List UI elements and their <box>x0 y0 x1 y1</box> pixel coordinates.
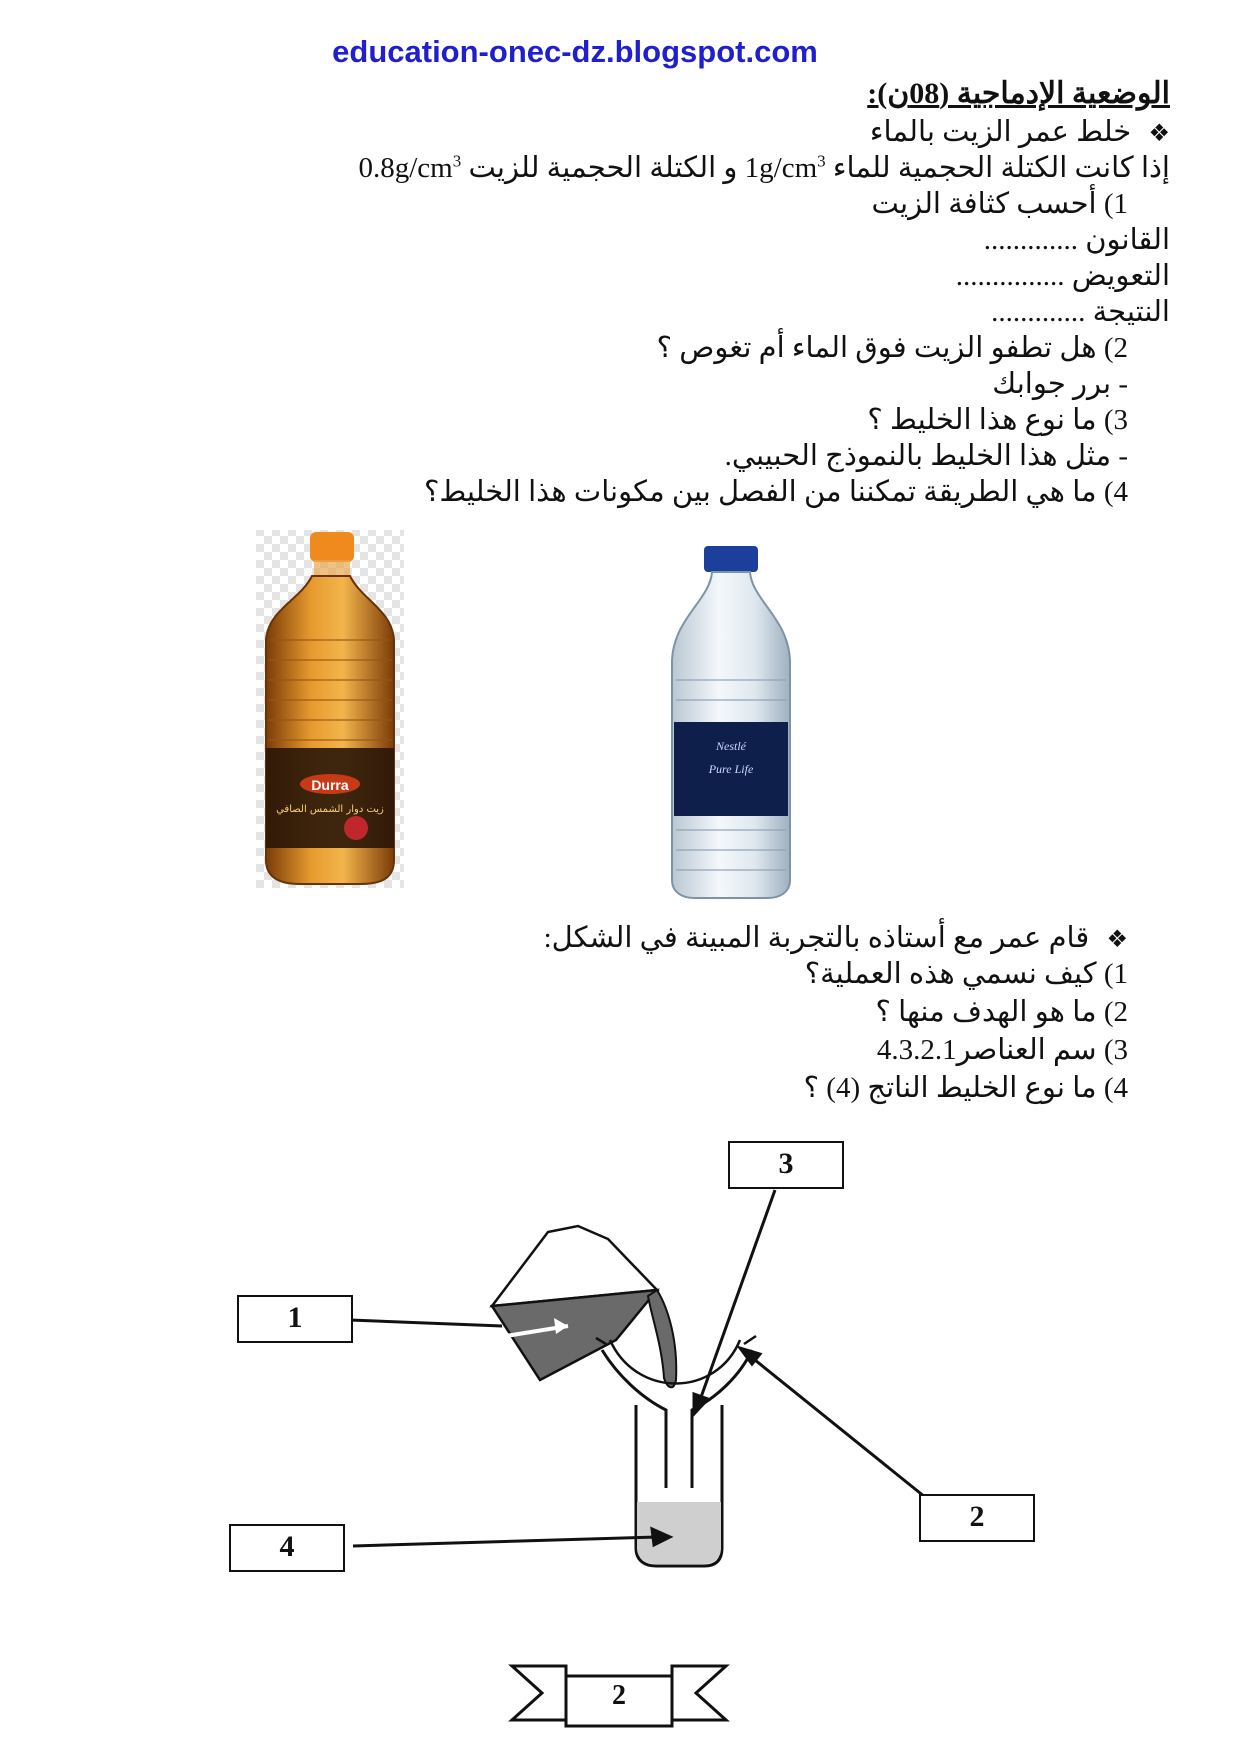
result-line: النتيجة ............. <box>991 296 1170 328</box>
label-box-4: 4 <box>229 1524 345 1572</box>
site-url[interactable]: education-onec-dz.blogspot.com <box>332 34 818 69</box>
bullet-mix-text: خلط عمر الزيت بالماء <box>869 116 1132 148</box>
question-4: 4) ما هي الطريقة تمكننا من الفصل بين مكونات هذا الخليط؟ <box>423 476 1128 508</box>
experiment-question-4: 4) ما نوع الخليط الناتج (4) ؟ <box>803 1072 1128 1104</box>
experiment-question-3: 3) سم العناصر4.3.2.1 <box>876 1034 1128 1066</box>
water-density: $1g/cm^3$ <box>744 151 826 184</box>
given-middle: و الكتلة الحجمية للزيت <box>468 152 738 184</box>
question-3-model: - مثل هذا الخليط بالنموذج الحبيبي. <box>724 440 1128 472</box>
question-2: 2) هل تطفو الزيت فوق الماء أم تغوص ؟ <box>656 332 1128 364</box>
experiment-question-2: 2) ما هو الهدف منها ؟ <box>875 996 1128 1028</box>
question-1: 1) أحسب كثافة الزيت <box>871 188 1128 220</box>
experiment-intro-text: قام عمر مع أستاذه بالتجربة المبينة في الشكل: <box>543 922 1090 954</box>
substitution-line: التعويض ............... <box>955 260 1170 292</box>
water-label-brand: Nestlé <box>716 739 746 753</box>
question-3: 3) ما نوع هذا الخليط ؟ <box>867 404 1128 436</box>
diamond-bullet-icon: ❖ <box>1106 927 1128 953</box>
label-box-1: 1 <box>237 1295 353 1343</box>
page-number: 2 <box>612 1680 626 1711</box>
oil-label-brand: Durra <box>311 777 349 793</box>
experiment-question-1: 1) كيف نسمي هذه العملية؟ <box>804 958 1128 990</box>
given-prefix: إذا كانت الكتلة الحجمية للماء <box>832 152 1170 184</box>
situation-title: الوضعية الإدماجية (08ن): <box>867 77 1170 110</box>
label-box-3: 3 <box>728 1141 844 1189</box>
law-line: القانون ............. <box>983 224 1170 256</box>
question-2-justify: - برر جوابك <box>992 368 1128 400</box>
oil-label-text: زيت دوار الشمس الصافي <box>276 804 384 815</box>
diamond-bullet-icon: ❖ <box>1148 121 1170 147</box>
label-box-2: 2 <box>919 1494 1035 1542</box>
oil-density: $0.8g/cm^3$ <box>358 151 462 184</box>
water-label-sub: Pure Life <box>708 762 754 776</box>
